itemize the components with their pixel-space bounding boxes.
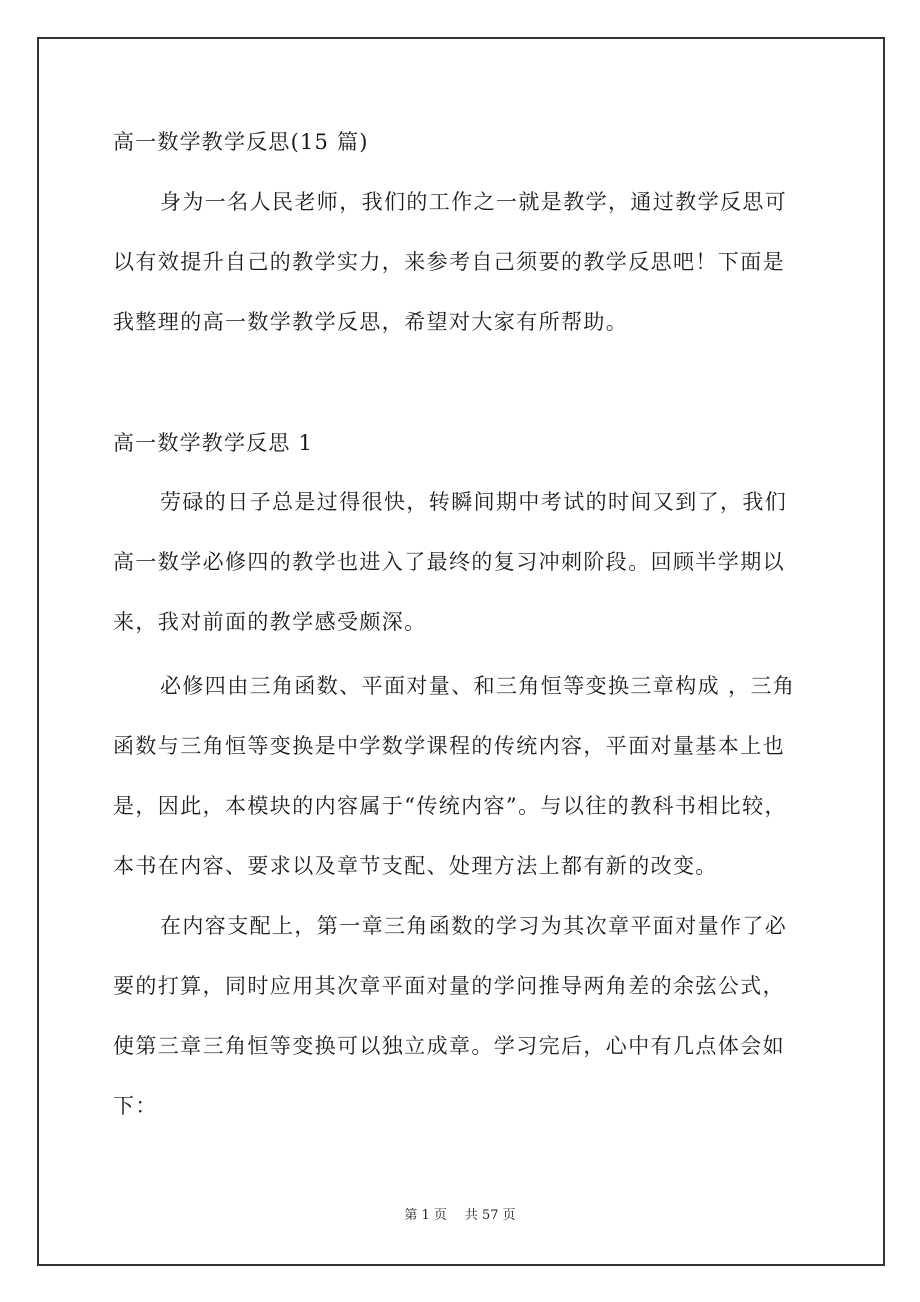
paragraph-line: 函数与三角恒等变换是中学数学课程的传统内容，平面对量基本上也 — [113, 734, 785, 758]
paragraph-line: 要的打算，同时应用其次章平面对量的学问推导两角差的余弦公式， — [113, 974, 785, 998]
paragraph-line: 是，因此，本模块的内容属于“传统内容”。与以往的教科书相比较， — [113, 794, 787, 818]
paragraph-line: 本书在内容、要求以及章节支配、处理方法上都有新的改变。 — [113, 854, 718, 878]
paragraph-line: 必修四由三角函数、平面对量、和三角恒等变换三章构成 ，三角 — [160, 674, 796, 698]
paragraph-line: 劳碌的日子总是过得很快，转瞬间期中考试的时间又到了，我们 — [160, 490, 788, 514]
paragraph-line: 高一数学必修四的教学也进入了最终的复习冲刺阶段。回顾半学期以 — [113, 550, 785, 574]
paragraph-line: 下： — [113, 1094, 158, 1118]
current-page-label: 第 1 页 — [404, 1208, 447, 1223]
paragraph-line: 在内容支配上，第一章三角函数的学习为其次章平面对量作了必 — [160, 914, 788, 938]
paragraph-line: 使第三章三角恒等变换可以独立成章。学习完后，心中有几点体会如 — [113, 1034, 785, 1058]
intro-line: 身为一名人民老师，我们的工作之一就是教学，通过教学反思可 — [160, 190, 788, 214]
document-title: 高一数学教学反思(15 篇) — [113, 130, 369, 154]
page-border — [37, 37, 885, 1266]
page-footer — [0, 1207, 920, 1225]
intro-line: 以有效提升自己的教学实力，来参考自己须要的教学反思吧！下面是 — [113, 250, 785, 274]
total-pages-label: 共 57 页 — [464, 1208, 516, 1223]
section-heading: 高一数学教学反思 1 — [113, 431, 314, 455]
intro-line: 我整理的高一数学教学反思，希望对大家有所帮助。 — [113, 310, 629, 334]
paragraph-line: 来，我对前面的教学感受颇深。 — [113, 610, 427, 634]
